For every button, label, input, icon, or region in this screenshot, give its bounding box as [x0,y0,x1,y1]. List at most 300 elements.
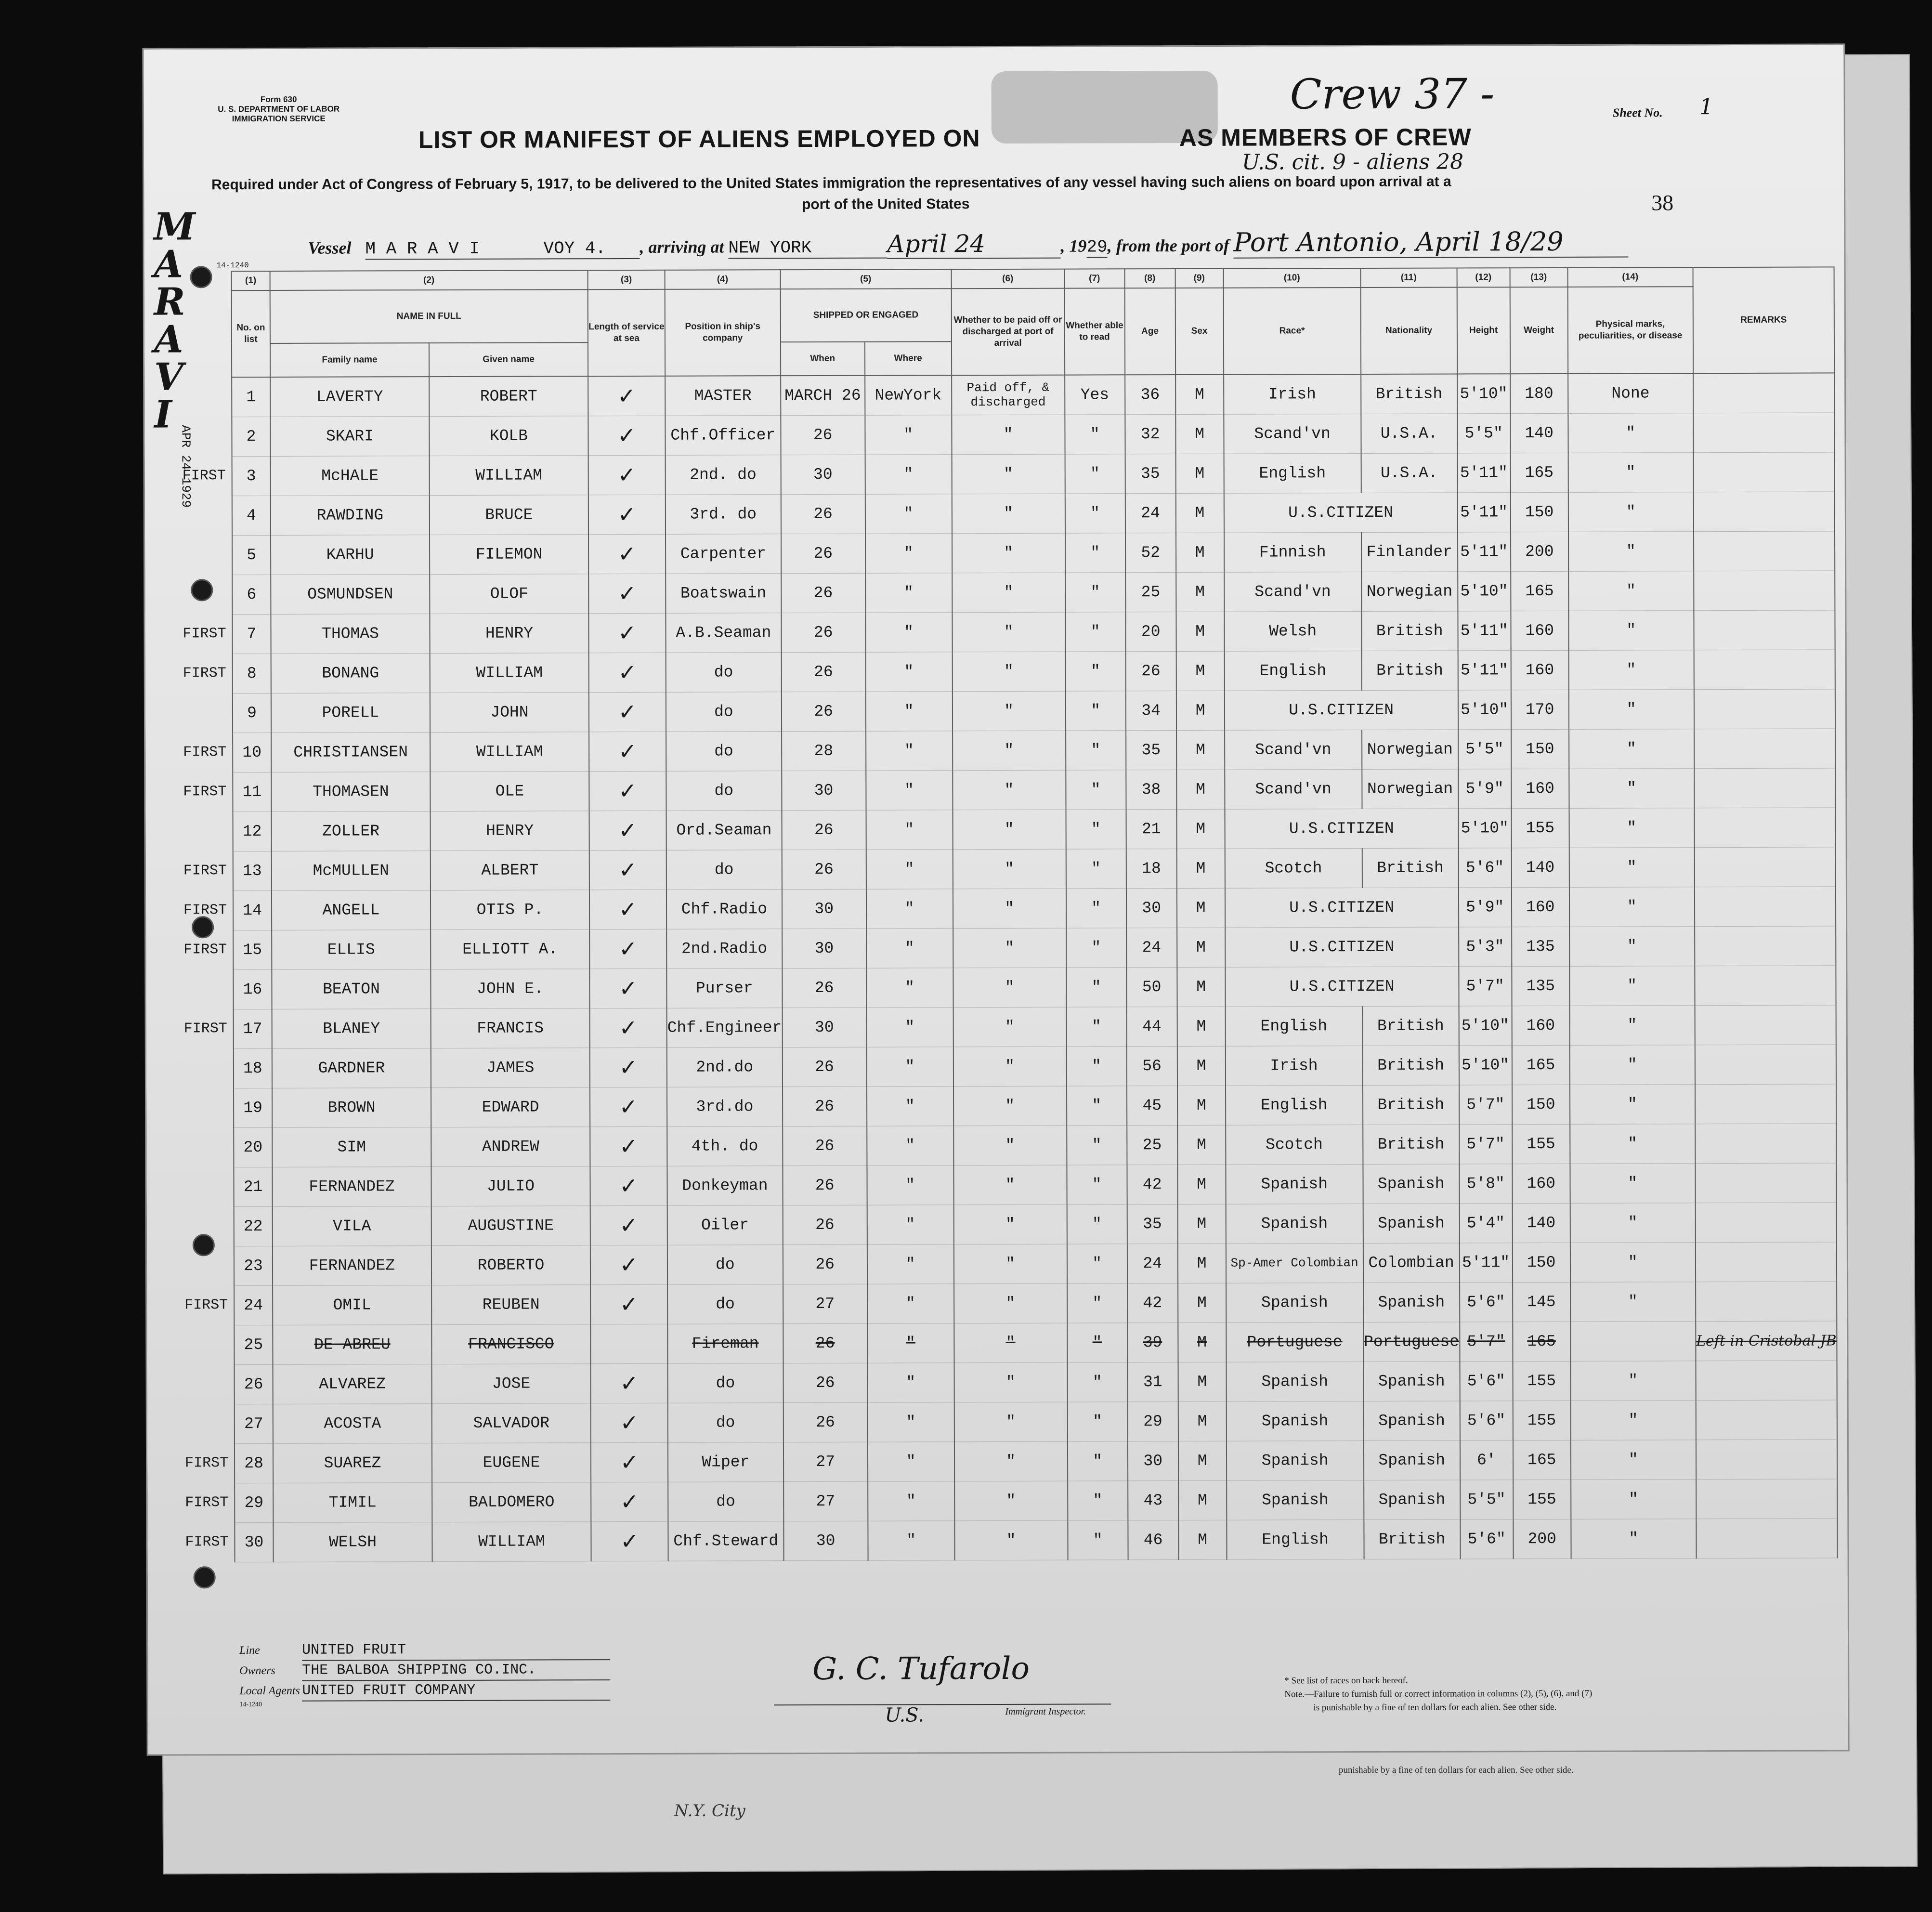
age-cell: 24 [1127,1244,1178,1283]
weight-cell: 160 [1511,769,1569,808]
shipped-where-cell: " [867,1205,953,1244]
form-code: 14-1240 [216,261,249,270]
given-name-cell: OLE [430,771,589,811]
col-num-2: (2) [270,270,588,290]
given-name-cell: EUGENE [432,1442,591,1482]
sex-cell: M [1176,572,1224,612]
race-cell: Irish [1225,1046,1362,1086]
table-row [232,452,1835,496]
paid-off-cell: " [953,1165,1067,1205]
table-row [235,1400,1837,1443]
binder-hole [191,579,213,601]
position-cell: do [666,850,782,890]
nationality-cell: British [1362,848,1458,888]
row-number: 1 [246,388,256,406]
family-name-cell: ELLIS [272,930,431,969]
service-check: ✓ [589,692,666,732]
weight-cell: 155 [1513,1361,1570,1401]
table-row [235,1518,1837,1562]
nationality-cell: Spanish [1364,1440,1460,1480]
paid-off-cell: " [953,1047,1066,1087]
paid-off-cell: " [952,652,1065,692]
age-header: Age [1124,288,1175,375]
table-row [232,610,1835,654]
given-name-cell: WILLIAM [430,732,589,772]
given-name-cell: AUGUSTINE [431,1205,590,1245]
able-read-cell: " [1067,1125,1127,1165]
given-name-cell: KOLB [429,416,588,456]
table-row [235,1479,1837,1522]
given-name-cell: HENRY [431,811,589,851]
row-number-cell [233,812,272,851]
position-cell: 3rd. do [666,494,781,534]
row-number-cell [185,1522,273,1562]
shipped-when-cell: 30 [782,889,866,929]
height-cell: 5'10" [1457,374,1510,413]
service-check: ✓ [589,890,666,929]
table-row [232,412,1834,456]
paid-off-cell: " [952,494,1065,534]
table-row [234,1163,1836,1206]
nationality-cell: Colombian [1363,1243,1460,1283]
row-number: 20 [243,1138,263,1156]
position-cell: do [666,731,782,771]
able-read-cell: " [1067,1362,1127,1401]
sex-cell: M [1178,1401,1226,1441]
nationality-cell: Portuguese [1363,1322,1460,1362]
shipped-where-cell: " [867,1323,954,1362]
age-cell: 45 [1127,1086,1177,1125]
first-mark: FIRST [183,942,227,958]
physical-cell: " [1569,887,1695,927]
note-races: * See list of races on back hereof. [1284,1675,1408,1686]
weight-cell: 165 [1510,453,1568,492]
remarks-cell [1695,1084,1837,1124]
given-name-cell: WILLIAM [430,455,588,495]
given-name-cell: ROBERTO [431,1245,590,1285]
service-check: ✓ [591,1521,668,1561]
owners-label: Owners [239,1664,275,1677]
given-name-header: Given name [429,342,588,377]
race-cell: U.S.CITIZEN [1225,887,1459,927]
able-read-cell: " [1067,1283,1127,1323]
race-cell: Portuguese [1226,1322,1363,1362]
remarks-cell [1694,807,1836,847]
physical-cell: " [1569,1005,1695,1045]
weight-cell: 145 [1513,1282,1570,1322]
height-cell: 5'9" [1458,769,1511,808]
shipped-where-cell: " [866,849,953,889]
table-row [235,1439,1837,1483]
owners-value: THE BALBOA SHIPPING CO.INC. [302,1660,610,1681]
shipped-where-cell: " [866,889,953,928]
age-cell: 35 [1125,454,1175,493]
row-number-cell [183,772,271,812]
race-cell: U.S.CITIZEN [1225,927,1459,967]
given-name-cell: OTIS P. [431,890,589,930]
row-number: 24 [244,1296,263,1314]
shipped-when-cell: 26 [782,850,866,889]
row-number: 19 [243,1099,262,1117]
family-name-cell: TIMIL [273,1482,432,1522]
weight-cell: 160 [1512,887,1569,927]
table-row [234,1281,1837,1325]
paid-off-cell: " [953,849,1066,889]
family-name-cell: ANGELL [272,890,431,930]
row-number-cell [183,851,272,891]
paid-off-cell: " [953,770,1066,810]
weight-cell: 180 [1510,374,1568,413]
age-cell: 38 [1126,770,1176,809]
shipped-where-cell: " [866,810,953,849]
shipped-where-cell: " [866,691,953,731]
nationality-cell: Spanish [1363,1203,1459,1243]
sex-cell: M [1178,1362,1226,1401]
remarks-cell [1696,1439,1838,1479]
shipped-where-cell: " [868,1481,954,1520]
row-number-cell [234,1088,272,1127]
age-cell: 32 [1125,414,1175,454]
crew-count-note: Crew 37 - [1290,70,1495,119]
weight-cell: 155 [1513,1480,1571,1519]
paid-off-cell: " [953,731,1066,771]
table-row [233,926,1836,969]
race-cell: Scand'vn [1224,414,1361,454]
physical-cell: " [1570,1242,1696,1282]
physical-cell: " [1571,1519,1696,1558]
family-name-cell: WELSH [273,1522,432,1562]
position-cell: Donkeyman [667,1166,783,1205]
weight-cell: 155 [1511,808,1569,848]
paid-off-cell: " [954,1520,1068,1560]
service-name: IMMIGRATION SERVICE [232,114,326,124]
service-check: ✓ [591,1442,668,1482]
shipped-when-cell: 26 [783,1166,867,1205]
able-read-cell: " [1067,1401,1127,1441]
paid-off-cell: " [954,1402,1067,1442]
paid-off-cell: " [954,1283,1067,1323]
height-cell: 5'11" [1458,650,1511,690]
sheet-no-value: 1 [1699,93,1714,120]
shipped-where-cell: " [866,928,953,968]
vessel-line [308,225,1825,258]
nationality-cell: British [1362,1045,1459,1085]
row-number-cell [235,1364,273,1404]
family-name-cell: McMULLEN [272,851,431,891]
physical-cell: " [1569,847,1694,887]
race-cell: Welsh [1224,611,1361,651]
sex-header: Sex [1175,288,1223,375]
nationality-cell: Finlander [1361,532,1458,572]
race-cell: Spanish [1226,1362,1363,1401]
shipped-where-cell: " [868,1441,954,1481]
shipped-when-cell: 26 [781,573,865,613]
nationality-cell: British [1362,1006,1459,1046]
age-cell: 46 [1128,1520,1178,1559]
age-cell: 35 [1126,730,1176,770]
remarks-cell [1693,491,1835,531]
position-cell: Chf.Steward [668,1521,783,1561]
remarks-cell [1693,373,1835,413]
service-check: ✓ [588,534,666,574]
height-cell: 5'6" [1458,848,1511,887]
nationality-cell: Spanish [1363,1164,1459,1204]
able-read-cell: " [1066,770,1126,809]
able-read-cell: " [1067,1086,1127,1125]
family-name-cell: BONANG [271,653,430,693]
position-cell: A.B.Seaman [666,613,781,653]
first-mark: FIRST [182,468,226,485]
inspector-sub: U.S. [885,1704,924,1727]
footer-form-code: 14-1240 [239,1701,262,1709]
weight-cell: 170 [1511,690,1569,729]
row-number-cell [183,891,272,930]
able-read-cell: " [1065,572,1125,612]
paid-off-cell: Paid off, & discharged [952,375,1065,415]
physical-cell: " [1569,1045,1695,1085]
given-name-cell: OLOF [430,574,588,614]
race-cell: English [1227,1519,1364,1559]
physical-cell: " [1569,729,1694,769]
position-cell: Chf.Officer [665,415,781,455]
paid-off-cell: " [953,691,1066,731]
sex-cell: M [1176,730,1225,770]
race-cell: Spanish [1226,1283,1363,1323]
vessel-label: Vessel [308,238,352,258]
nationality-cell: British [1364,1519,1460,1559]
service-check: ✓ [589,653,666,692]
weight-cell: 160 [1511,650,1568,690]
race-cell: Scotch [1225,848,1362,888]
row-number: 18 [243,1059,262,1077]
given-name-cell: JOSE [432,1363,591,1403]
row-number-cell [182,456,271,496]
subtitle-part-2: the representatives of any vessel having such aliens on board upon arrival at a [909,173,1451,191]
shipped-when-cell: 26 [781,494,865,534]
paid-off-cell: " [954,1244,1067,1284]
weight-cell: 160 [1512,1006,1569,1045]
paid-off-cell: " [953,928,1066,968]
remarks-cell: Left in Cristobal JB [1696,1321,1837,1361]
able-read-cell: " [1066,809,1126,849]
paid-off-cell: " [954,1441,1068,1481]
given-name-cell: JAMES [431,1048,590,1087]
given-name-cell: WILLIAM [432,1521,591,1561]
row-number-cell [234,1127,272,1167]
row-number-cell [183,654,271,693]
shipped-where-cell: " [868,1520,954,1560]
shipped-where-cell: " [866,770,953,810]
shipped-where-cell: " [867,1126,953,1165]
col-num-11: (11) [1360,268,1457,288]
row-number: 12 [242,822,262,840]
page-number: 38 [1651,190,1674,215]
paid-off-cell: " [953,1126,1067,1166]
sex-cell: M [1177,1204,1226,1244]
row-number: 28 [244,1454,263,1472]
remarks-cell [1695,886,1836,926]
sex-cell: M [1175,454,1224,493]
able-read-cell: " [1066,1007,1126,1046]
able-read-cell: " [1068,1520,1128,1559]
row-number-cell [232,535,271,575]
race-cell: Scand'vn [1225,769,1362,809]
position-cell: Fireman [667,1323,783,1363]
table-row [233,847,1836,891]
row-number-cell [234,1246,273,1285]
age-cell: 26 [1125,651,1176,691]
remarks-cell [1694,768,1836,808]
paid-off-cell: " [952,454,1065,494]
shipped-when-cell: 26 [782,968,866,1008]
service-check: ✓ [590,1008,667,1048]
shipped-where-cell: " [867,1283,954,1323]
remarks-cell [1694,847,1836,887]
nationality-cell: British [1361,650,1458,690]
position-cell: 2nd.do [667,1047,783,1087]
age-cell: 36 [1125,375,1175,414]
height-header: Height [1457,287,1510,374]
shipped-when-cell: 26 [782,810,866,850]
paid-off-cell: " [953,810,1066,850]
weight-cell: 200 [1511,532,1568,571]
form-number: Form 630 [260,94,297,104]
family-name-cell: OMIL [273,1285,431,1325]
citizen-alien-note: U.S. cit. 9 - aliens 28 [1241,149,1464,175]
family-name-cell: THOMAS [271,614,430,654]
row-number-cell [183,930,272,969]
col-num-4: (4) [665,270,781,289]
race-cell: U.S.CITIZEN [1224,492,1457,532]
physical-header: Physical marks, peculiarities, or disease [1567,287,1693,374]
footer-notes [1284,1673,1814,1715]
remarks-cell [1696,1360,1837,1400]
shipped-when-cell: 27 [783,1442,868,1481]
physical-cell: " [1570,1282,1696,1322]
able-read-cell: " [1065,533,1125,572]
table-row [234,1084,1836,1127]
where-header: Where [865,341,952,375]
side-vessel-stamp: MARAVI [154,205,196,437]
sex-cell: M [1177,888,1225,928]
row-number: 21 [243,1178,263,1196]
race-cell: Scand'vn [1225,730,1362,770]
family-name-cell: FERNANDEZ [273,1245,431,1285]
sex-cell: M [1177,1007,1225,1046]
col-num-8: (8) [1124,269,1175,288]
height-cell: 5'4" [1459,1203,1512,1243]
nationality-cell: Spanish [1363,1361,1460,1401]
age-cell: 30 [1126,888,1177,928]
given-name-cell: FRANCISCO [431,1324,590,1364]
given-name-cell: BALDOMERO [432,1482,591,1522]
service-check: ✓ [588,455,666,495]
row-number-cell [184,1443,273,1483]
service-check: ✓ [591,1363,668,1403]
service-check: ✓ [590,1284,667,1324]
given-name-cell: ELLIOTT A. [431,929,589,969]
family-name-cell: THOMASEN [271,772,430,812]
row-number: 6 [247,585,257,603]
table-row [232,491,1835,535]
remarks-cell [1696,1479,1838,1519]
row-number: 29 [244,1493,264,1512]
paid-off-cell: " [953,1205,1067,1244]
physical-cell: " [1568,610,1694,650]
age-cell: 30 [1128,1441,1178,1480]
able-read-cell: " [1066,888,1126,928]
race-header: Race* [1223,288,1360,375]
given-name-cell: WILLIAM [430,653,589,693]
service-check [590,1324,667,1363]
family-name-cell: BLANEY [272,1008,431,1048]
position-cell: 4th. do [667,1126,783,1166]
table-row [232,570,1835,614]
shipped-when-cell: 26 [783,1087,867,1126]
height-cell: 5'5" [1460,1480,1513,1519]
nationality-header: Nationality [1360,287,1457,374]
shipped-when-cell: 26 [783,1126,867,1166]
remarks-cell [1694,610,1835,650]
height-cell: 5'10" [1459,1045,1512,1085]
row-number-cell [233,969,272,1009]
family-name-cell: SUAREZ [273,1443,432,1483]
shipped-where-cell: " [865,415,952,454]
paid-off-cell: " [954,1481,1068,1521]
race-cell: English [1226,1085,1363,1125]
weight-cell: 140 [1512,1203,1570,1243]
age-cell: 25 [1125,572,1176,612]
voyage: VOY 4. [543,238,640,260]
weight-cell: 135 [1512,927,1569,966]
row-number: 22 [243,1217,263,1235]
shipped-where-cell: " [865,533,952,573]
row-number-cell [232,417,270,456]
service-check: ✓ [588,574,666,613]
sex-cell: M [1177,967,1225,1007]
row-number: 5 [247,546,257,564]
able-read-cell: " [1065,454,1125,493]
shipped-when-cell: 26 [783,1244,867,1284]
family-name-cell: SIM [272,1127,431,1167]
physical-cell: " [1570,1361,1696,1401]
department-name: U. S. DEPARTMENT OF LABOR [218,104,340,114]
weight-cell: 150 [1511,729,1569,769]
first-mark: FIRST [183,902,227,919]
length-service-header: Length of service at sea [588,289,665,376]
col-num-14: (14) [1567,267,1693,287]
position-header: Position in ship's company [665,289,781,376]
first-mark: FIRST [185,1494,229,1511]
inspector-label: Immigrant Inspector. [1005,1706,1086,1717]
paid-off-cell: " [953,1007,1066,1047]
able-read-cell: " [1065,612,1125,651]
row-number: 10 [242,743,262,761]
row-number: 25 [244,1336,263,1354]
paid-off-cell: " [952,573,1065,613]
table-row [233,728,1835,772]
row-number: 2 [246,427,256,445]
paid-off-cell: " [952,612,1065,652]
nationality-cell: British [1361,611,1458,651]
paid-off-cell: " [954,1362,1067,1402]
sex-cell: M [1177,1165,1226,1204]
race-cell: Scand'vn [1224,572,1361,612]
height-cell: 5'10" [1458,808,1511,848]
paid-off-cell: " [952,415,1065,455]
family-name-cell: RAWDING [271,495,430,535]
position-cell: do [668,1363,783,1403]
